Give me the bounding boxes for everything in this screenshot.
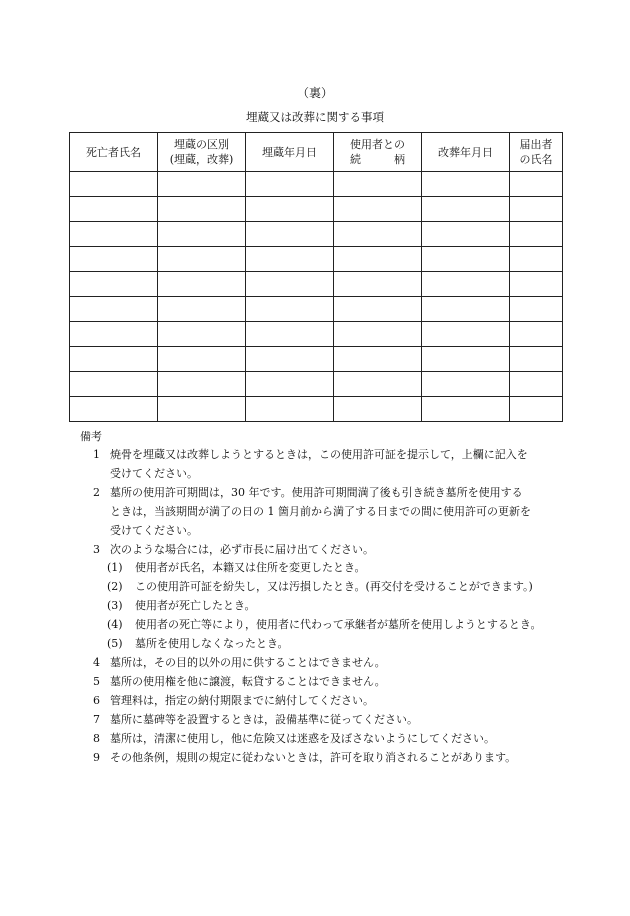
note-item [0, 749, 630, 768]
page-title: 埋蔵又は改葬に関する事項 [246, 110, 384, 124]
table-cell[interactable] [510, 347, 563, 372]
table-cell[interactable] [510, 297, 563, 322]
table-cell[interactable] [158, 347, 246, 372]
note-text: 墓所は，その目的以外の用に供することはできません。 [110, 655, 386, 669]
table-cell[interactable] [158, 397, 246, 422]
table-cell[interactable] [334, 347, 422, 372]
table-cell[interactable] [158, 297, 246, 322]
header-reburial-date: 改葬年月日 [422, 133, 510, 172]
table-cell[interactable] [334, 247, 422, 272]
note-item [0, 541, 630, 560]
table-cell[interactable] [510, 197, 563, 222]
table-cell[interactable] [510, 222, 563, 247]
header-notifier-name: 届出者 の氏名 [510, 133, 563, 172]
note-number: 8 [93, 731, 100, 745]
table-header-row [70, 133, 563, 172]
table-cell[interactable] [70, 297, 158, 322]
table-cell[interactable] [422, 397, 510, 422]
table-cell[interactable] [510, 172, 563, 197]
note-subitem [0, 635, 630, 654]
note-number: (1) [107, 561, 123, 575]
note-number: 4 [93, 655, 100, 669]
note-number: 7 [93, 712, 100, 726]
note-item [0, 484, 630, 541]
table-row [70, 372, 563, 397]
header-relationship: 使用者との 続 柄 [334, 133, 422, 172]
table-cell[interactable] [422, 197, 510, 222]
table-row [70, 272, 563, 297]
page-side-label: （裏） [296, 86, 333, 100]
table-cell[interactable] [158, 372, 246, 397]
table-cell[interactable] [246, 197, 334, 222]
note-text: 使用者が死亡したとき。 [135, 599, 256, 613]
table-cell[interactable] [334, 372, 422, 397]
note-text: 管理料は，指定の納付期限までに納付してください。 [110, 693, 374, 707]
table-cell[interactable] [510, 322, 563, 347]
table-cell[interactable] [246, 347, 334, 372]
table-cell[interactable] [422, 172, 510, 197]
table-cell[interactable] [70, 222, 158, 247]
table-cell[interactable] [422, 372, 510, 397]
table-cell[interactable] [510, 372, 563, 397]
table-cell[interactable] [158, 247, 246, 272]
table-cell[interactable] [158, 322, 246, 347]
table-cell[interactable] [246, 222, 334, 247]
note-subitem [0, 616, 630, 635]
table-cell[interactable] [70, 247, 158, 272]
header-burial-type: 埋蔵の区別 (埋蔵，改葬) [158, 133, 246, 172]
note-text: 使用者の死亡等により，使用者に代わって承継者が墓所を使用しようとするとき。 [135, 618, 542, 632]
note-item [0, 654, 630, 673]
table-cell[interactable] [246, 297, 334, 322]
note-item [0, 711, 630, 730]
note-text: 墓所に墓碑等を設置するときは，設備基準に従ってください。 [110, 712, 418, 726]
table-cell[interactable] [422, 222, 510, 247]
table-cell[interactable] [510, 247, 563, 272]
table-cell[interactable] [334, 272, 422, 297]
note-number: (2) [107, 580, 123, 594]
table-cell[interactable] [334, 222, 422, 247]
table-row [70, 197, 563, 222]
note-text: 墓所を使用しなくなったとき。 [135, 637, 289, 651]
notes-heading: 備考 [80, 430, 102, 443]
table-cell[interactable] [70, 197, 158, 222]
table-body [70, 172, 563, 422]
note-text: その他条例，規則の規定に従わないときは，許可を取り消されることがあります。 [110, 750, 517, 764]
table-row [70, 297, 563, 322]
burial-record-table [69, 132, 563, 422]
table-cell[interactable] [422, 297, 510, 322]
note-number: 3 [93, 542, 100, 556]
note-number: 1 [93, 448, 100, 461]
table-cell[interactable] [510, 397, 563, 422]
table-cell[interactable] [246, 397, 334, 422]
table-cell[interactable] [422, 322, 510, 347]
note-number: 9 [93, 750, 100, 764]
table-cell[interactable] [246, 372, 334, 397]
table-cell[interactable] [158, 172, 246, 197]
note-number: 5 [93, 674, 100, 688]
table-cell[interactable] [510, 272, 563, 297]
header-burial-date: 埋蔵年月日 [246, 133, 334, 172]
table-row [70, 322, 563, 347]
note-item [0, 446, 630, 484]
table-cell[interactable] [70, 322, 158, 347]
table-cell[interactable] [334, 297, 422, 322]
table-cell[interactable] [158, 272, 246, 297]
note-item [0, 692, 630, 711]
table-cell[interactable] [246, 272, 334, 297]
table-cell[interactable] [246, 247, 334, 272]
note-text: 次のような場合には，必ず市長に届け出てください。 [110, 542, 374, 556]
table-cell[interactable] [70, 372, 158, 397]
note-subitem [0, 597, 630, 616]
notes-list [0, 446, 630, 767]
table-cell[interactable] [70, 347, 158, 372]
note-text: 使用者が氏名，本籍又は住所を変更したとき。 [135, 561, 366, 575]
note-text: 墓所の使用権を他に譲渡，転貸することはできません。 [110, 674, 386, 688]
table-cell[interactable] [246, 322, 334, 347]
note-item [0, 730, 630, 749]
note-subitem [0, 559, 630, 578]
table-cell[interactable] [334, 172, 422, 197]
table-cell[interactable] [70, 397, 158, 422]
note-text: 焼骨を埋蔵又は改葬しようとするときは，この使用許可証を提示して，上欄に記入を 受けてください。 [110, 448, 528, 480]
table-cell[interactable] [70, 172, 158, 197]
table-row [70, 172, 563, 197]
table-row [70, 247, 563, 272]
note-number: (3) [107, 599, 123, 613]
table-cell[interactable] [334, 397, 422, 422]
note-text: 墓所の使用許可期間は，30 年です。使用許可期間満了後も引き続き墓所を使用する ときは，当該期間が満了の日の 1 箇月前から満了する日までの間に使用許可の更新を 受けてください。 [110, 485, 531, 537]
table-cell[interactable] [246, 172, 334, 197]
table-cell[interactable] [158, 222, 246, 247]
table-cell[interactable] [158, 197, 246, 222]
table-row [70, 222, 563, 247]
note-subitem [0, 578, 630, 597]
table-cell[interactable] [70, 272, 158, 297]
note-text: この使用許可証を紛失し，又は汚損したとき。(再交付を受けることができます。) [135, 580, 533, 594]
table-cell[interactable] [422, 347, 510, 372]
table-row [70, 397, 563, 422]
table-cell[interactable] [422, 272, 510, 297]
note-number: (4) [107, 618, 123, 632]
note-number: 6 [93, 693, 100, 707]
note-number: 2 [93, 485, 100, 499]
table-row [70, 347, 563, 372]
table-cell[interactable] [334, 322, 422, 347]
note-text: 墓所は，清潔に使用し，他に危険又は迷惑を及ぼさないようにしてください。 [110, 731, 495, 745]
table-cell[interactable] [422, 247, 510, 272]
note-item [0, 673, 630, 692]
header-deceased-name: 死亡者氏名 [70, 133, 158, 172]
table-cell[interactable] [334, 197, 422, 222]
note-number: (5) [107, 637, 123, 651]
